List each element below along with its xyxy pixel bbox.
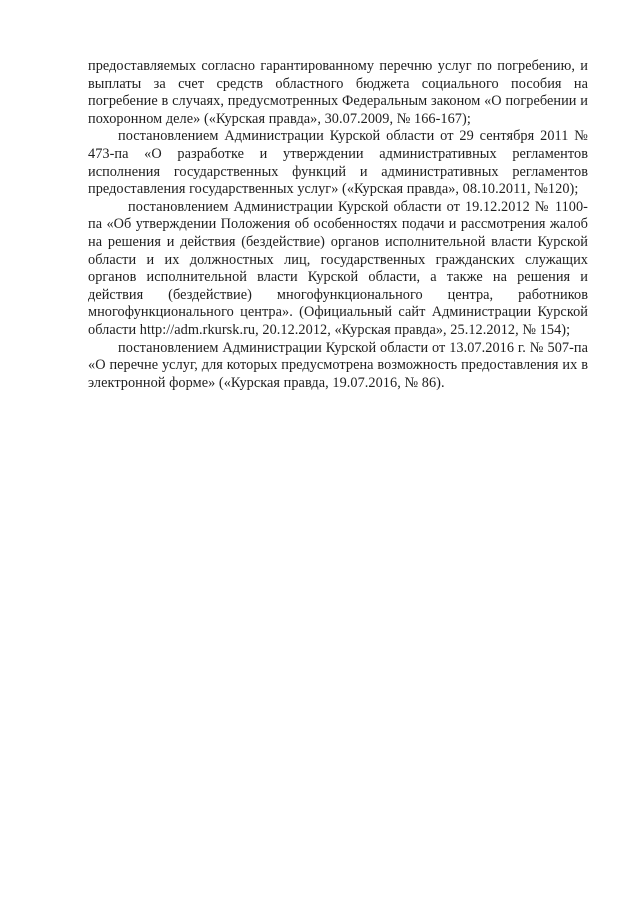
paragraph-burial-services: предоставляемых согласно гарантированному перечню услуг по погребению, и выплаты за счет средств областного бюджета социального пособия на погребение в случаях, предусмотренных Федеральным законом «О погребении и похоронном деле» («Курская правда», 30.07.2009, № 166-167); xyxy=(88,58,588,127)
document-body xyxy=(88,58,588,392)
paragraph-resolution-1100: постановлением Администрации Курской области от 19.12.2012 № 1100-па «Об утверждении Положения об особенностях подачи и рассмотрения жалоб на решения и действия (бездействие) органов исполнительной власти Курской области и их должностных лиц, государственных гражданских служащих органов исполнительной власти Курской области, а также на решения и действия (бездействие) многофункционального центра, работников многофункционального центра». (Официальный сайт Администрации Курской области http://adm.rkursk.ru, 20.12.2012, «Курская правда», 25.12.2012, № 154); xyxy=(88,198,588,338)
paragraph-resolution-473: постановлением Администрации Курской области от 29 сентября 2011 № 473-па «О разработке и утверждении административных регламентов исполнения государственных функций и административных регламентов предоставления государственных услуг» («Курская правда», 08.10.2011, №120); xyxy=(88,128,588,198)
paragraph-resolution-507: постановлением Администрации Курской области от 13.07.2016 г. № 507-па «О перечне услуг, для которых предусмотрена возможность предоставления их в электронной форме» («Курская правда, 19.07.2016, № 86). xyxy=(88,339,588,391)
